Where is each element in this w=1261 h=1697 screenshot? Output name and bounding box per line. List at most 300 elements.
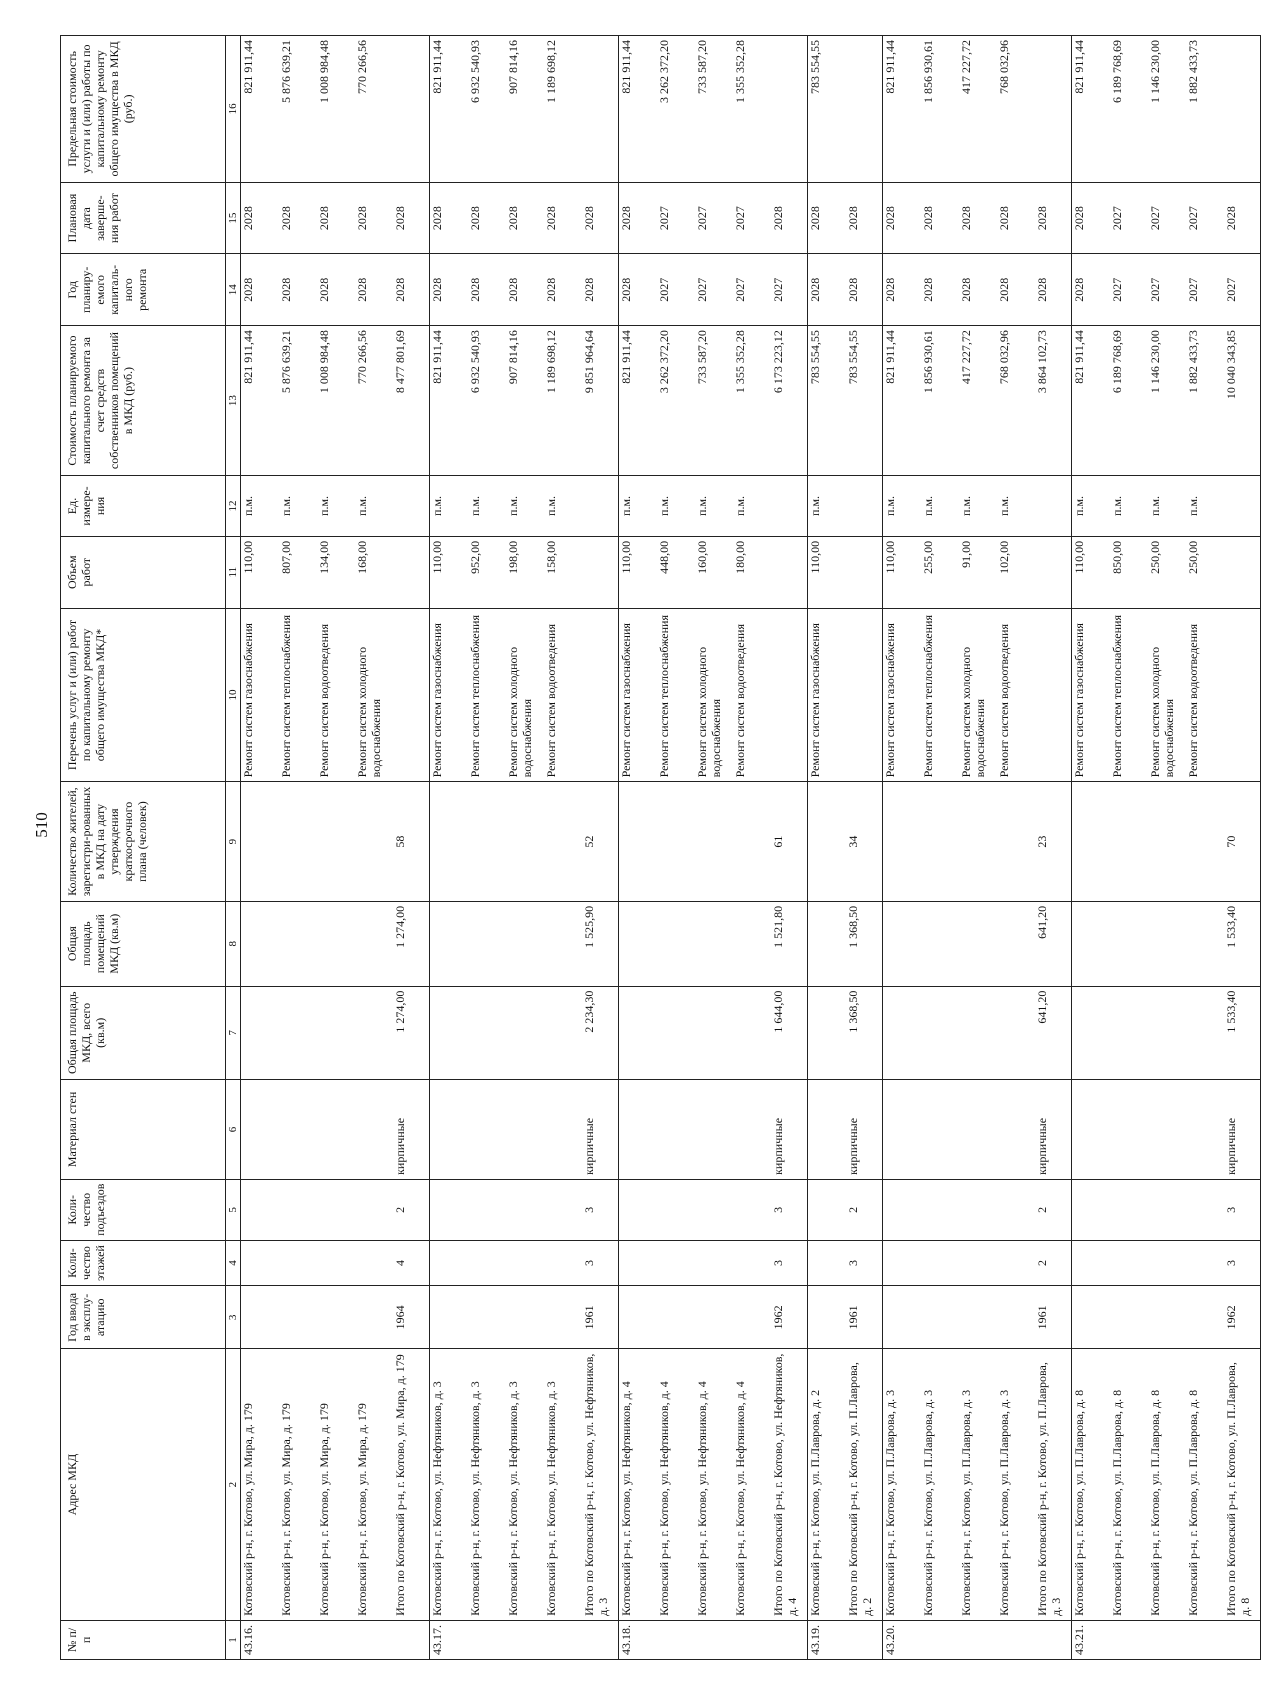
table-cell: п.м. xyxy=(355,476,393,537)
table-cell xyxy=(279,782,317,901)
table-cell: 2028 xyxy=(771,182,808,254)
table-cell: 2028 xyxy=(808,254,847,326)
table-cell xyxy=(1072,782,1111,901)
table-cell: 2027 xyxy=(1186,254,1224,326)
table-cell xyxy=(241,986,280,1079)
table-cell: Ремонт систем водоотведения xyxy=(733,608,771,782)
table-cell: 4 xyxy=(393,1240,430,1286)
table-cell: п.м. xyxy=(808,476,847,537)
table-cell: 417 227,72 xyxy=(959,36,997,183)
table-cell: 2027 xyxy=(1186,182,1224,254)
table-cell: 250,00 xyxy=(1186,536,1224,608)
column-number: 7 xyxy=(226,986,241,1079)
table-cell xyxy=(1148,901,1186,986)
table-cell: Ремонт систем холодного водоснабжения xyxy=(506,608,544,782)
table-cell: Котовский р-н, г. Котово, ул. П.Лаврова, д. 8 xyxy=(1186,1349,1224,1621)
table-cell xyxy=(506,1079,544,1179)
table-cell: Ремонт систем газоснабжения xyxy=(430,608,469,782)
table-cell: 850,00 xyxy=(1110,536,1148,608)
column-number: 12 xyxy=(226,476,241,537)
table-cell: 1 146 230,00 xyxy=(1148,36,1186,183)
table-cell xyxy=(582,1620,619,1659)
column-header: Материал стен xyxy=(61,1079,226,1179)
column-header: Коли-чество подъездов xyxy=(61,1179,226,1240)
table-cell: 110,00 xyxy=(883,536,922,608)
table-cell xyxy=(430,986,469,1079)
table-cell: 1 189 698,12 xyxy=(544,326,582,476)
column-header: Общая площадь МКД, всего (кв.м) xyxy=(61,986,226,1079)
column-header: Объем работ xyxy=(61,536,226,608)
table-row xyxy=(657,36,695,1660)
table-cell: Итого по Котовский р-н, г. Котово, ул. П.Лаврова, д. 8 xyxy=(1224,1349,1261,1621)
table-cell: 2028 xyxy=(846,182,883,254)
table-cell xyxy=(846,476,883,537)
table-cell: 2028 xyxy=(544,182,582,254)
table-cell: п.м. xyxy=(959,476,997,537)
table-cell: Котовский р-н, г. Котово, ул. Нефтяников, д. 3 xyxy=(430,1349,469,1621)
table-cell: 3 262 372,20 xyxy=(657,326,695,476)
column-number: 15 xyxy=(226,182,241,254)
table-cell: 110,00 xyxy=(619,536,658,608)
table-cell: 2027 xyxy=(695,254,733,326)
rotated-page xyxy=(60,35,1252,1660)
table-cell: Ремонт систем холодного водоснабжения xyxy=(959,608,997,782)
table-cell: Ремонт систем холодного водоснабжения xyxy=(695,608,733,782)
table-cell: п.м. xyxy=(657,476,695,537)
table-cell: 821 911,44 xyxy=(1072,36,1111,183)
table-cell xyxy=(506,1286,544,1349)
table-cell xyxy=(959,782,997,901)
table-cell: 1961 xyxy=(582,1286,619,1349)
table-cell xyxy=(883,782,922,901)
table-cell xyxy=(733,1620,771,1659)
table-cell xyxy=(921,1179,959,1240)
table-cell: 1962 xyxy=(771,1286,808,1349)
table-cell: Котовский р-н, г. Котово, ул. Нефтяников, д. 4 xyxy=(695,1349,733,1621)
table-cell xyxy=(279,986,317,1079)
table-cell: п.м. xyxy=(997,476,1035,537)
table-cell xyxy=(883,901,922,986)
column-number: 6 xyxy=(226,1079,241,1179)
table-cell xyxy=(619,1179,658,1240)
table-cell xyxy=(506,782,544,901)
table-cell xyxy=(733,1079,771,1179)
table-cell xyxy=(317,1286,355,1349)
table-cell xyxy=(544,1620,582,1659)
table-cell: кирпичные xyxy=(1224,1079,1261,1179)
table-cell: 2028 xyxy=(619,254,658,326)
table-cell: 3 262 372,20 xyxy=(657,36,695,183)
table-cell: 34 xyxy=(846,782,883,901)
table-cell: 110,00 xyxy=(1072,536,1111,608)
table-cell: 907 814,16 xyxy=(506,36,544,183)
table-cell xyxy=(241,782,280,901)
table-cell: Ремонт систем холодного водоснабжения xyxy=(355,608,393,782)
table-cell xyxy=(959,1286,997,1349)
table-cell xyxy=(619,782,658,901)
table-cell: 3 xyxy=(771,1240,808,1286)
table-cell xyxy=(317,986,355,1079)
table-cell: Итого по Котовский р-н, г. Котово, ул. Нефтяников, д. 4 xyxy=(771,1349,808,1621)
table-cell xyxy=(883,986,922,1079)
table-cell xyxy=(1186,1286,1224,1349)
table-row xyxy=(997,36,1035,1660)
table-cell xyxy=(393,608,430,782)
table-cell: Ремонт систем водоотведения xyxy=(997,608,1035,782)
table-cell: Котовский р-н, г. Котово, ул. П.Лаврова, д. 2 xyxy=(808,1349,847,1621)
table-row xyxy=(544,36,582,1660)
table-cell: 91,00 xyxy=(959,536,997,608)
table-cell xyxy=(883,1286,922,1349)
table-cell xyxy=(468,1240,506,1286)
table-cell: 2028 xyxy=(468,182,506,254)
table-cell xyxy=(771,608,808,782)
table-cell xyxy=(997,986,1035,1079)
table-cell: 783 554,55 xyxy=(846,326,883,476)
table-cell: Итого по Котовский р-н, г. Котово, ул. П.Лаврова, д. 2 xyxy=(846,1349,883,1621)
table-cell xyxy=(544,782,582,901)
table-cell: 2027 xyxy=(771,254,808,326)
table-cell: Ремонт систем теплоснабжения xyxy=(657,608,695,782)
table-cell xyxy=(544,1179,582,1240)
table-cell xyxy=(582,608,619,782)
table-cell xyxy=(1148,1286,1186,1349)
table-cell xyxy=(279,1286,317,1349)
table-cell: 2028 xyxy=(393,182,430,254)
table-cell: Ремонт систем газоснабжения xyxy=(619,608,658,782)
table-cell xyxy=(1224,1620,1261,1659)
table-cell: кирпичные xyxy=(393,1079,430,1179)
table-cell xyxy=(846,1620,883,1659)
table-cell xyxy=(393,1620,430,1659)
table-cell: Ремонт систем газоснабжения xyxy=(241,608,280,782)
table-cell: 2028 xyxy=(582,182,619,254)
table-row xyxy=(883,36,922,1660)
table-cell: 821 911,44 xyxy=(1072,326,1111,476)
table-cell xyxy=(1186,901,1224,986)
table-cell xyxy=(619,1079,658,1179)
table-cell xyxy=(997,1286,1035,1349)
table-cell: 43.20. xyxy=(883,1620,922,1659)
table-cell: Ремонт систем водоотведения xyxy=(1186,608,1224,782)
table-cell: 1 274,00 xyxy=(393,986,430,1079)
table-cell xyxy=(619,1286,658,1349)
table-cell: 1 008 984,48 xyxy=(317,36,355,183)
table-cell xyxy=(1110,986,1148,1079)
table-cell xyxy=(846,36,883,183)
total-row xyxy=(1035,36,1072,1660)
table-cell xyxy=(241,1079,280,1179)
table-cell: 1 882 433,73 xyxy=(1186,36,1224,183)
table-cell: 2 234,30 xyxy=(582,986,619,1079)
table-cell: п.м. xyxy=(619,476,658,537)
table-cell xyxy=(241,1240,280,1286)
table-cell: 43.18. xyxy=(619,1620,658,1659)
table-cell: п.м. xyxy=(1072,476,1111,537)
table-cell xyxy=(582,536,619,608)
table-cell: 43.17. xyxy=(430,1620,469,1659)
table-cell: Котовский р-н, г. Котово, ул. П.Лаврова, д. 3 xyxy=(883,1349,922,1621)
column-number: 3 xyxy=(226,1286,241,1349)
table-cell xyxy=(582,36,619,183)
table-cell xyxy=(997,1240,1035,1286)
table-cell: 1 533,40 xyxy=(1224,901,1261,986)
table-cell xyxy=(619,901,658,986)
table-cell xyxy=(657,1179,695,1240)
table-cell: Котовский р-н, г. Котово, ул. Мира, д. 179 xyxy=(279,1349,317,1621)
table-cell: 1 008 984,48 xyxy=(317,326,355,476)
table-cell: 2027 xyxy=(1148,182,1186,254)
table-cell xyxy=(959,901,997,986)
table-cell: 2028 xyxy=(279,254,317,326)
table-cell: 1 189 698,12 xyxy=(544,36,582,183)
table-cell xyxy=(317,1620,355,1659)
table-cell: 2028 xyxy=(468,254,506,326)
table-cell xyxy=(506,1179,544,1240)
column-header: Количество жителей, зарегистри-рованных в МКД на дату утверждения краткосрочного плана (человек) xyxy=(61,782,226,901)
table-cell xyxy=(1110,1620,1148,1659)
table-cell xyxy=(921,1620,959,1659)
table-cell xyxy=(695,1079,733,1179)
table-cell: Котовский р-н, г. Котово, ул. Мира, д. 179 xyxy=(355,1349,393,1621)
table-cell xyxy=(317,1079,355,1179)
table-cell xyxy=(430,1079,469,1179)
table-cell xyxy=(997,1620,1035,1659)
table-cell: кирпичные xyxy=(771,1079,808,1179)
column-number: 4 xyxy=(226,1240,241,1286)
table-cell: 1962 xyxy=(1224,1286,1261,1349)
table-row xyxy=(695,36,733,1660)
table-cell xyxy=(1110,1240,1148,1286)
table-cell: 2028 xyxy=(1224,182,1261,254)
table-cell xyxy=(771,476,808,537)
column-number: 16 xyxy=(226,36,241,183)
table-cell: кирпичные xyxy=(846,1079,883,1179)
table-cell xyxy=(544,1286,582,1349)
table-cell: п.м. xyxy=(544,476,582,537)
table-cell xyxy=(657,1620,695,1659)
table-cell xyxy=(1110,1079,1148,1179)
table-cell: 3 xyxy=(771,1179,808,1240)
table-cell: 70 xyxy=(1224,782,1261,901)
table-cell: 2028 xyxy=(883,182,922,254)
table-cell: 3 864 102,73 xyxy=(1035,326,1072,476)
table-cell: 417 227,72 xyxy=(959,326,997,476)
table-cell: Ремонт систем теплоснабжения xyxy=(1110,608,1148,782)
column-number: 1 xyxy=(226,1620,241,1659)
table-cell: Ремонт систем газоснабжения xyxy=(1072,608,1111,782)
table-cell xyxy=(468,1620,506,1659)
column-header: № п/п xyxy=(61,1620,226,1659)
table-cell xyxy=(921,1079,959,1179)
table-cell: 821 911,44 xyxy=(619,36,658,183)
table-cell: 61 xyxy=(771,782,808,901)
table-cell: 821 911,44 xyxy=(430,36,469,183)
table-cell: 1 146 230,00 xyxy=(1148,326,1186,476)
table-cell: 2028 xyxy=(430,254,469,326)
table-cell: Котовский р-н, г. Котово, ул. Мира, д. 179 xyxy=(317,1349,355,1621)
table-cell: п.м. xyxy=(430,476,469,537)
table-cell: 2028 xyxy=(921,182,959,254)
table-cell xyxy=(1072,986,1111,1079)
table-cell: 2027 xyxy=(1110,182,1148,254)
table-cell xyxy=(1110,1286,1148,1349)
table-row xyxy=(808,36,847,1660)
table-cell: 2028 xyxy=(317,254,355,326)
table-cell: п.м. xyxy=(506,476,544,537)
table-cell xyxy=(1072,901,1111,986)
table-cell xyxy=(733,901,771,986)
table-cell: 102,00 xyxy=(997,536,1035,608)
table-cell: Котовский р-н, г. Котово, ул. П.Лаврова, д. 8 xyxy=(1148,1349,1186,1621)
table-cell xyxy=(468,1079,506,1179)
table-cell xyxy=(393,476,430,537)
table-cell xyxy=(1110,782,1148,901)
table-cell: 1961 xyxy=(1035,1286,1072,1349)
table-cell: Котовский р-н, г. Котово, ул. Нефтяников, д. 3 xyxy=(544,1349,582,1621)
table-cell: 448,00 xyxy=(657,536,695,608)
table-cell: 1 521,80 xyxy=(771,901,808,986)
table-cell xyxy=(544,986,582,1079)
table-cell xyxy=(1148,782,1186,901)
table-cell: 2028 xyxy=(355,182,393,254)
table-header xyxy=(61,36,241,1660)
table-cell xyxy=(959,1179,997,1240)
table-cell xyxy=(921,901,959,986)
table-cell: 110,00 xyxy=(808,536,847,608)
table-cell xyxy=(241,1286,280,1349)
table-cell: 2027 xyxy=(657,254,695,326)
table-cell: 770 266,56 xyxy=(355,326,393,476)
table-cell: Итого по Котовский р-н, г. Котово, ул. Нефтяников, д. 3 xyxy=(582,1349,619,1621)
table-cell: 641,20 xyxy=(1035,986,1072,1079)
table-cell xyxy=(1072,1286,1111,1349)
table-row xyxy=(1148,36,1186,1660)
table-cell: 1 533,40 xyxy=(1224,986,1261,1079)
table-cell: 641,20 xyxy=(1035,901,1072,986)
table-cell: 2028 xyxy=(1072,182,1111,254)
table-cell xyxy=(430,1179,469,1240)
table-cell xyxy=(657,1240,695,1286)
table-cell xyxy=(1035,1620,1072,1659)
table-cell: п.м. xyxy=(921,476,959,537)
table-cell xyxy=(468,782,506,901)
table-cell xyxy=(355,782,393,901)
column-header: Общая площадь помещений МКД (кв.м) xyxy=(61,901,226,986)
table-cell: 58 xyxy=(393,782,430,901)
table-cell xyxy=(695,986,733,1079)
table-cell xyxy=(355,901,393,986)
table-cell: 2027 xyxy=(1148,254,1186,326)
table-cell xyxy=(468,1179,506,1240)
table-row xyxy=(1110,36,1148,1660)
table-cell: 1 274,00 xyxy=(393,901,430,986)
table-cell xyxy=(355,986,393,1079)
table-cell xyxy=(883,1240,922,1286)
total-row xyxy=(771,36,808,1660)
table-cell xyxy=(808,1079,847,1179)
table-cell xyxy=(1186,1620,1224,1659)
table-cell: 1 368,50 xyxy=(846,986,883,1079)
table-cell xyxy=(733,1240,771,1286)
table-cell: 3 xyxy=(1224,1179,1261,1240)
table-cell: 10 040 343,85 xyxy=(1224,326,1261,476)
table-cell: 2028 xyxy=(506,182,544,254)
table-row xyxy=(279,36,317,1660)
table-cell xyxy=(657,986,695,1079)
table-cell: 783 554,55 xyxy=(808,36,847,183)
table-cell: 2027 xyxy=(1224,254,1261,326)
table-cell xyxy=(279,1620,317,1659)
table-cell: 23 xyxy=(1035,782,1072,901)
table-cell: 907 814,16 xyxy=(506,326,544,476)
table-cell: Котовский р-н, г. Котово, ул. П.Лаврова, д. 3 xyxy=(997,1349,1035,1621)
table-cell: 770 266,56 xyxy=(355,36,393,183)
table-cell xyxy=(1035,36,1072,183)
table-cell: Котовский р-н, г. Котово, ул. Нефтяников, д. 4 xyxy=(619,1349,658,1621)
table-cell xyxy=(1110,1179,1148,1240)
table-cell xyxy=(771,1620,808,1659)
table-cell xyxy=(808,901,847,986)
table-cell xyxy=(279,1240,317,1286)
table-cell xyxy=(1224,608,1261,782)
column-number: 13 xyxy=(226,326,241,476)
table-cell xyxy=(1186,1240,1224,1286)
table-cell xyxy=(468,986,506,1079)
table-cell xyxy=(393,36,430,183)
table-cell: 2027 xyxy=(695,182,733,254)
table-cell: 2028 xyxy=(846,254,883,326)
table-cell: 2028 xyxy=(808,182,847,254)
table-cell xyxy=(695,1179,733,1240)
table-cell: 807,00 xyxy=(279,536,317,608)
table-cell xyxy=(997,782,1035,901)
table-cell: Котовский р-н, г. Котово, ул. Нефтяников, д. 3 xyxy=(468,1349,506,1621)
table-cell: 3 xyxy=(582,1240,619,1286)
table-cell xyxy=(883,1179,922,1240)
table-cell xyxy=(619,986,658,1079)
header-row xyxy=(61,36,226,1660)
table-cell: 3 xyxy=(582,1179,619,1240)
table-cell xyxy=(1224,476,1261,537)
table-cell xyxy=(883,1079,922,1179)
table-cell: 43.21. xyxy=(1072,1620,1111,1659)
table-cell: п.м. xyxy=(883,476,922,537)
table-cell: 2028 xyxy=(959,254,997,326)
table-cell xyxy=(317,782,355,901)
table-cell xyxy=(279,1179,317,1240)
table-cell: 2028 xyxy=(241,182,280,254)
table-cell: кирпичные xyxy=(582,1079,619,1179)
table-cell xyxy=(997,1079,1035,1179)
table-cell xyxy=(355,1179,393,1240)
total-row xyxy=(582,36,619,1660)
total-row xyxy=(846,36,883,1660)
table-cell xyxy=(695,1620,733,1659)
table-cell: 6 932 540,93 xyxy=(468,36,506,183)
table-cell: п.м. xyxy=(1148,476,1186,537)
total-row xyxy=(1224,36,1261,1660)
table-cell xyxy=(921,782,959,901)
table-cell xyxy=(1148,1079,1186,1179)
table-cell: Котовский р-н, г. Котово, ул. Нефтяников, д. 4 xyxy=(733,1349,771,1621)
table-cell: 43.19. xyxy=(808,1620,847,1659)
table-cell xyxy=(808,1240,847,1286)
table-cell xyxy=(544,1240,582,1286)
table-cell: 6 189 768,69 xyxy=(1110,36,1148,183)
table-cell: 1 856 930,61 xyxy=(921,326,959,476)
column-header: Коли-чество этажей xyxy=(61,1240,226,1286)
